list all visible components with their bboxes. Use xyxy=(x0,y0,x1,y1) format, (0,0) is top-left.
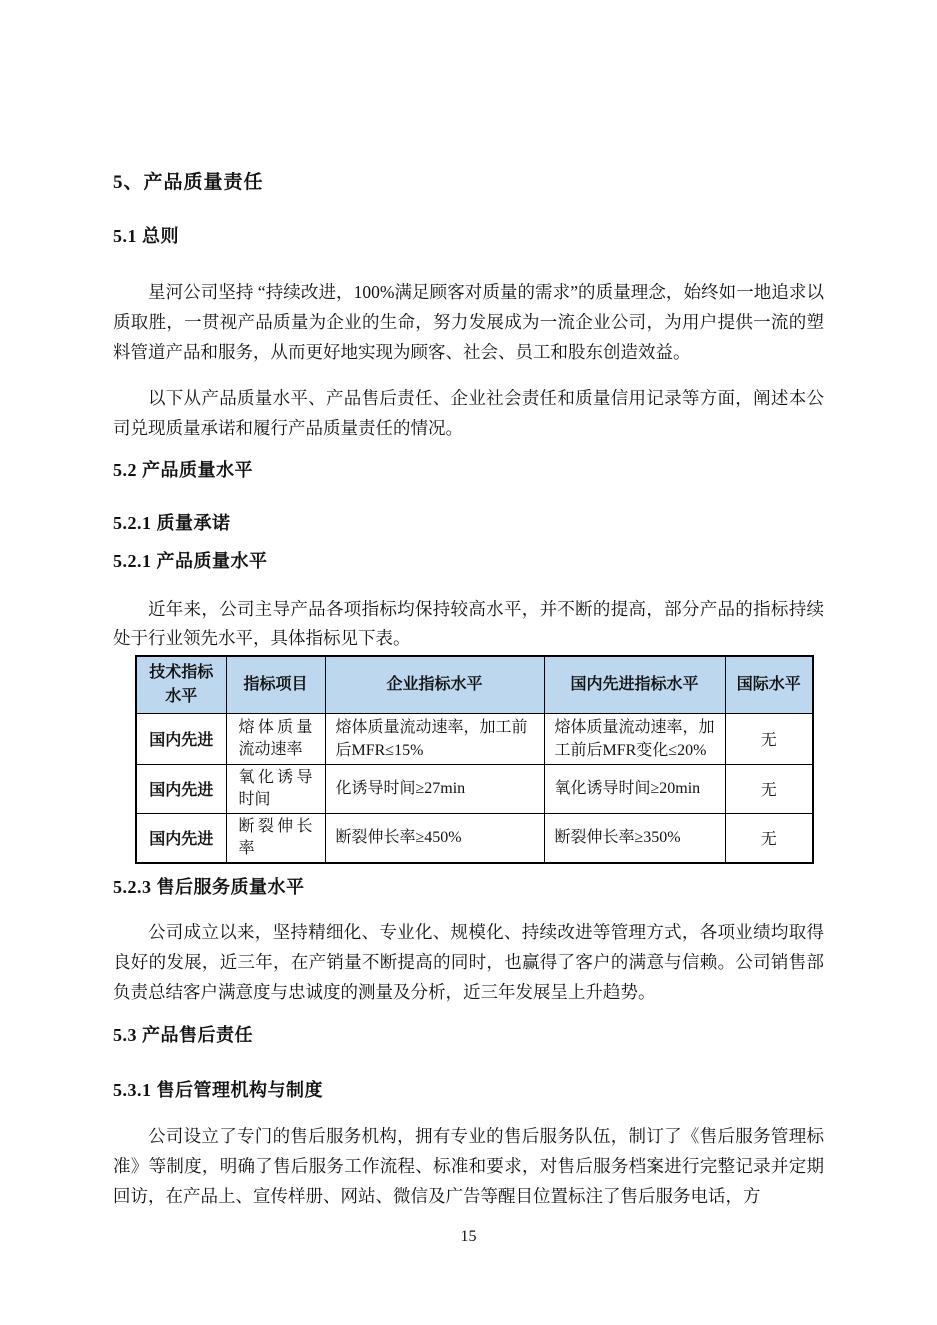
table-cell: 熔体质量流动速率 xyxy=(226,713,325,764)
table-header-cell: 技术指标水平 xyxy=(136,656,226,713)
table-cell: 氧化诱导时间 xyxy=(226,764,325,813)
paragraph-after-sales-quality: 公司成立以来，坚持精细化、专业化、规模化、持续改进等管理方式，各项业绩均取得良好的发展，近三年，在产销量不断提高的同时，也赢得了客户的满意与信赖。公司销售部负责总结客户满意度与忠诚度的测量及分析，近三年发展呈上升趋势。 xyxy=(113,921,824,1002)
table-cell: 断裂伸长率≥350% xyxy=(544,813,725,863)
quality-indicator-table xyxy=(135,655,814,864)
table-header-cell: 指标项目 xyxy=(226,656,325,713)
document-content xyxy=(113,170,824,1211)
table-cell: 氧化诱导时间≥20min xyxy=(544,764,725,813)
table-row xyxy=(136,713,813,764)
table-cell: 国内先进 xyxy=(136,713,226,764)
table-row xyxy=(136,813,813,863)
heading-5-2-3: 5.2.3 售后服务质量水平 xyxy=(113,876,305,897)
paragraph-quality-level: 近年来，公司主导产品各项指标均保持较高水平，并不断的提高，部分产品的指标持续处于行业领先水平，具体指标见下表。 xyxy=(113,599,824,648)
table-cell: 无 xyxy=(725,764,813,813)
paragraph-after-sales-org: 公司设立了专门的售后服务机构，拥有专业的售后服务队伍，制订了《售后服务管理标准》等制度，明确了售后服务工作流程、标准和要求，对售后服务档案进行完整记录并定期回访，在产品上、宣传样册、网站、微信及广告等醒目位置标注了售后服务电话，方 xyxy=(113,1125,824,1206)
table-header-cell: 企业指标水平 xyxy=(325,656,544,713)
heading-5: 5、产品质量责任 xyxy=(113,172,264,193)
heading-5-2-1-quality-level: 5.2.1 产品质量水平 xyxy=(113,551,268,571)
heading-5-2: 5.2 产品质量水平 xyxy=(113,460,253,480)
table-cell: 国内先进 xyxy=(136,813,226,863)
table-cell: 断裂伸长率 xyxy=(226,813,325,863)
paragraph-general-1: 星河公司坚持 “持续改进，100%满足顾客对质量的需求”的质量理念，始终如一地追求以质取胜，一贯视产品质量为企业的生命，努力发展成为一流企业公司，为用户提供一流的塑料管道产品和服务，从而更好地实现为顾客、社会、员工和股东创造效益。 xyxy=(113,282,824,362)
page-number: 15 xyxy=(460,1228,477,1245)
heading-5-1: 5.1 总则 xyxy=(113,226,179,246)
table-cell: 熔体质量流动速率，加工前后MFR变化≤20% xyxy=(544,713,725,764)
heading-5-3-1: 5.3.1 售后管理机构与制度 xyxy=(113,1079,323,1100)
heading-5-3: 5.3 产品售后责任 xyxy=(113,1024,253,1045)
table-cell: 熔体质量流动速率，加工前后MFR≤15% xyxy=(325,713,544,764)
table-header-cell: 国际水平 xyxy=(725,656,813,713)
paragraph-general-2: 以下从产品质量水平、产品售后责任、企业社会责任和质量信用记录等方面，阐述本公司兑现质量承诺和履行产品质量责任的情况。 xyxy=(113,388,824,438)
table-header-cell: 国内先进指标水平 xyxy=(544,656,725,713)
table-cell: 国内先进 xyxy=(136,764,226,813)
table-row xyxy=(136,764,813,813)
table-cell: 化诱导时间≥27min xyxy=(325,764,544,813)
table-cell: 断裂伸长率≥450% xyxy=(325,813,544,863)
table-cell: 无 xyxy=(725,713,813,764)
heading-5-2-1-promise: 5.2.1 质量承诺 xyxy=(113,513,231,533)
table-cell: 无 xyxy=(725,813,813,863)
table-header-row xyxy=(136,656,813,713)
